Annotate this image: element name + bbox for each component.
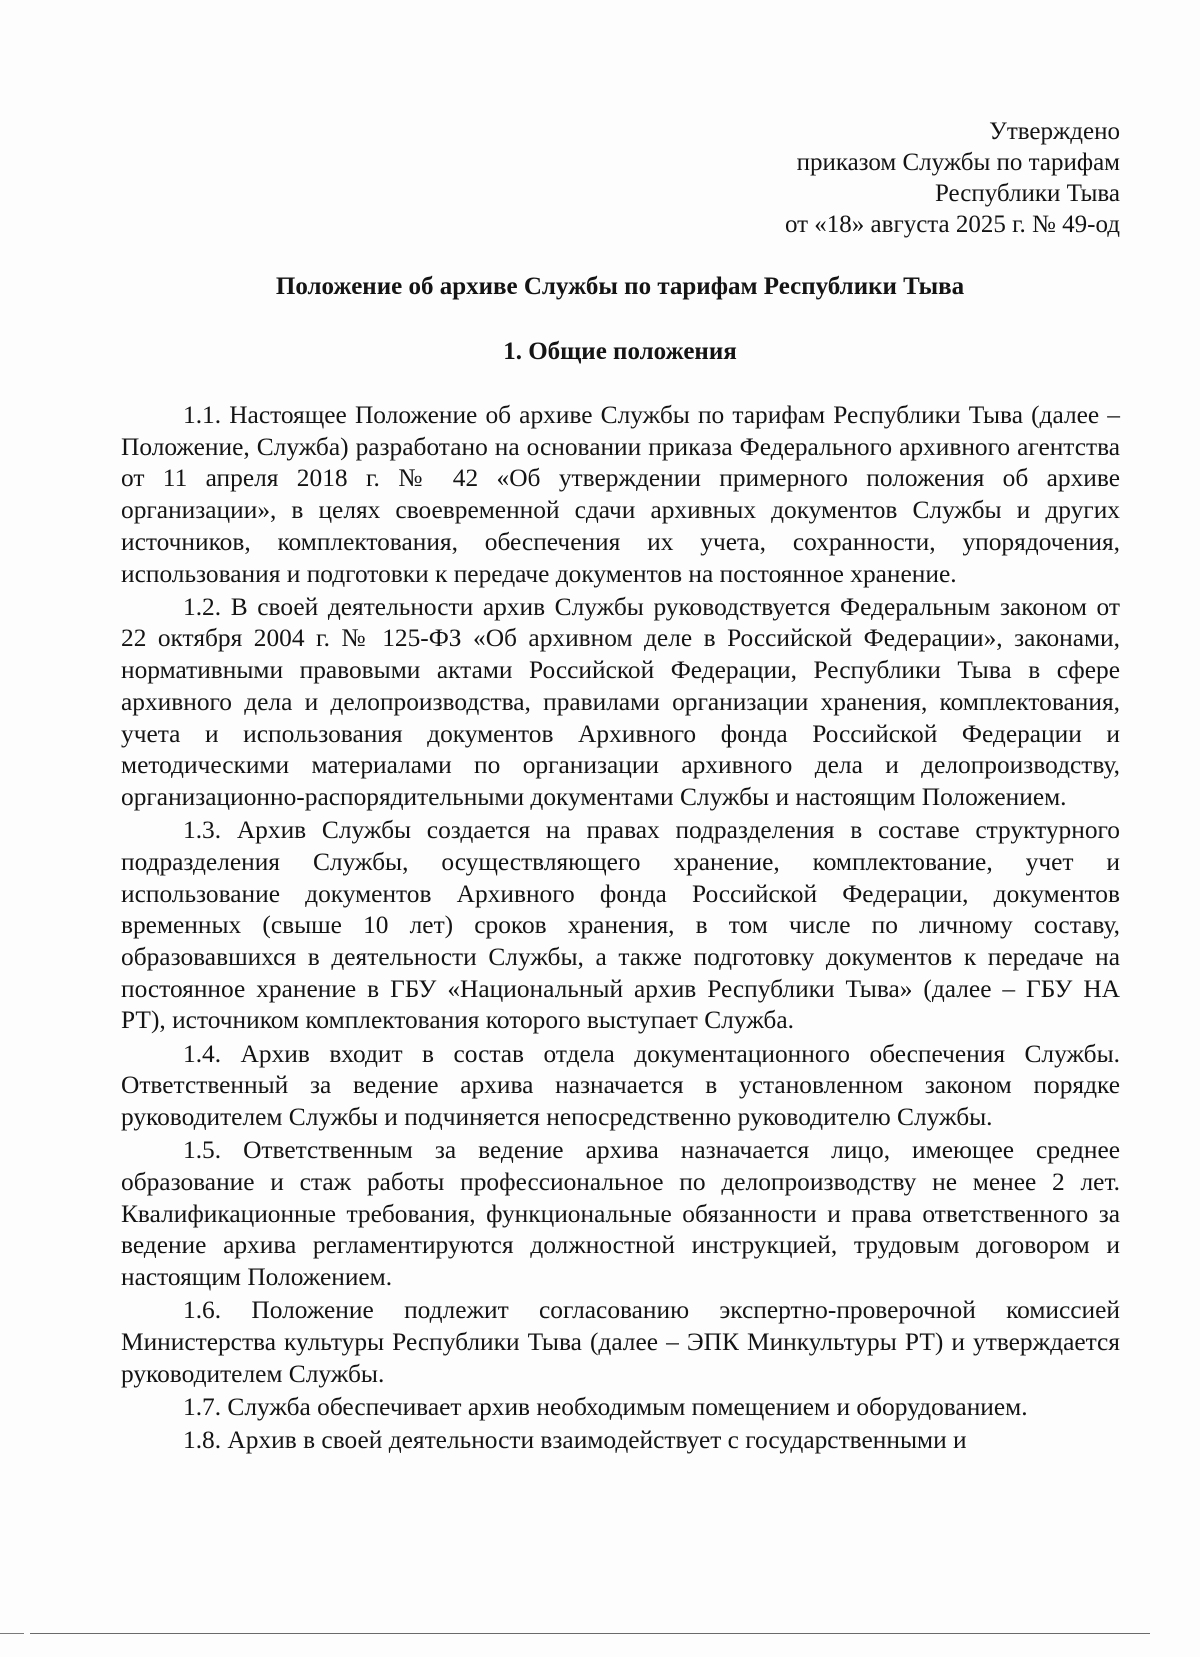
paragraph-1-6: 1.6. Положение подлежит согласованию экспертно-проверочной комиссией Министерства культуры Республики Тыва (далее – ЭПК Минкультуры РТ) и утверждается руководителем Службы. (121, 1296, 1120, 1388)
approval-line: Утверждено (989, 118, 1120, 145)
paragraph-1-8: 1.8. Архив в своей деятельности взаимодействует с государственными и (183, 1426, 967, 1454)
approval-stamp (600, 116, 1120, 240)
approval-line: Республики Тыва (934, 180, 1120, 207)
scan-edge-line (0, 1633, 24, 1634)
approval-line: от «18» августа 2025 г. № 49-од (784, 211, 1120, 238)
paragraph-1-3: 1.3. Архив Службы создается на правах подразделения в составе структурного подразделения Службы, осуществляющего хранение, комплектование, учет и использование документов Архивного фонда Российской Федерации, документов временных (свыше 10 лет) сроков хранения, в том числе по личному составу, образовавшихся в деятельности Службы, а также подготовку документов к передаче на постоянное хранение в ГБУ «Национальный архив Республики Тыва» (далее – ГБУ НА РТ), источником комплектования которого выступает Служба. (121, 816, 1120, 1035)
paragraph-1-2: 1.2. В своей деятельности архив Службы руководствуется Федеральным законом от 22 октября 2004 г. № 125-ФЗ «Об архивном деле в Российской Федерации», законами, нормативными правовыми актами Российской Федерации, Республики Тыва в сфере архивного дела и делопроизводства, правилами организации хранения, комплектования, учета и использования документов Архивного фонда Российской Федерации и методическими материалами по организации архивного дела и делопроизводству, организационно-распорядительными документами Службы и настоящим Положением. (121, 592, 1120, 811)
approval-line: приказом Службы по тарифам (796, 149, 1120, 176)
section-body (121, 400, 1120, 1458)
document-title: Положение об архиве Службы по тарифам Республики Тыва (275, 273, 965, 300)
paragraph-1-5: 1.5. Ответственным за ведение архива назначается лицо, имеющее среднее образование и стаж работы профессиональное по делопроизводству не менее 2 лет. Квалификационные требования, функциональные обязанности и права ответственного за ведение архива регламентируются должностной инструкцией, трудовым договором и настоящим Положением. (121, 1136, 1120, 1291)
scan-edge-line (30, 1633, 1150, 1634)
paragraph-1-4: 1.4. Архив входит в состав отдела документационного обеспечения Службы. Ответственный за ведение архива назначается в установленном законом порядке руководителем Службы и подчиняется непосредственно руководителю Службы. (121, 1039, 1120, 1131)
section-heading: 1. Общие положения (503, 338, 737, 365)
paragraph-1-7: 1.7. Служба обеспечивает архив необходимым помещением и оборудованием. (183, 1392, 1028, 1421)
paragraph-1-1: 1.1. Настоящее Положение об архиве Службы по тарифам Республики Тыва (далее – Положение, Служба) разработано на основании приказа Федерального архивного агентства от 11 апреля 2018 г. № 42 «Об утверждении примерного положения об архиве организации», в целях своевременной сдачи архивных документов Службы и других источников, комплектования, обеспечения их учета, сохранности, упорядочения, использования и подготовки к передаче документов на постоянное хранение. (121, 401, 1120, 588)
